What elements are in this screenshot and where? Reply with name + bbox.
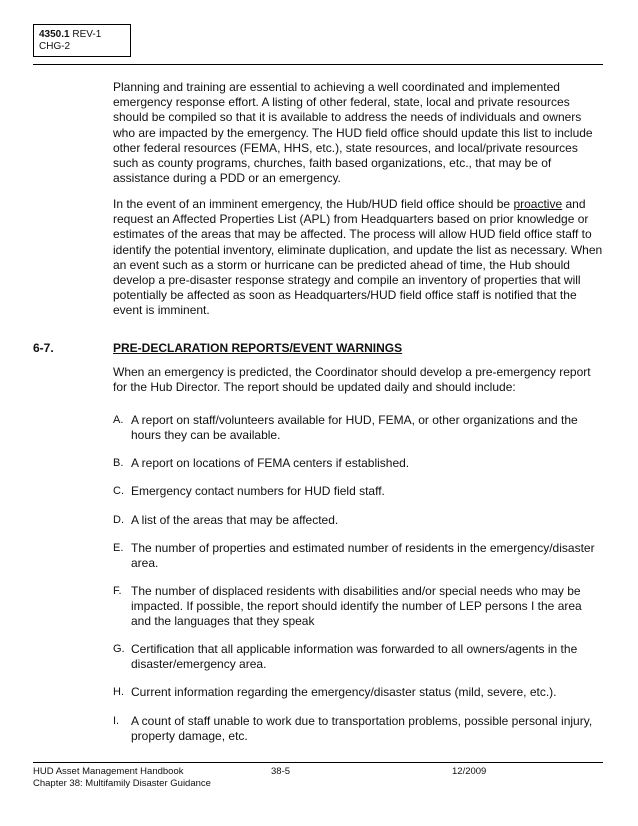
list-item-text: The number of displaced residents with disabilities and/or special needs who may be impacted. If possible, the report should identify the number of LEP persons I the area and the languages that they speak	[131, 584, 582, 629]
revision-label: REV-1	[69, 29, 102, 40]
list-item-b	[113, 456, 605, 471]
section-number: 6-7.	[33, 341, 54, 355]
section-intro: When an emergency is predicted, the Coordinator should develop a pre-emergency report for the Hub Director. The report should be updated daily and should include:	[113, 365, 591, 395]
list-item-text: Certification that all applicable information was forwarded to all owners/agents in the disaster/emergency area.	[131, 642, 578, 672]
list-item-f	[113, 584, 605, 630]
list-item-e	[113, 541, 605, 571]
intro-paragraph-1: Planning and training are essential to achieving a well coordinated and implemented emergency response effort. A listing of other federal, state, local and private resources should be compiled so that it is available to address the needs of individuals and owners who are impacted by the emergency. The HUD field office should update this list to include other federal resources (FEMA, HHS, etc.), state resources, and local/private resources such as county programs, churches, faith based organizations, etc., that may be of assistance during a PDD or an emergency.	[113, 80, 593, 186]
list-item-text: The number of properties and estimated number of residents in the emergency/disaster area.	[131, 541, 595, 571]
list-item-text: Emergency contact numbers for HUD field staff.	[131, 484, 385, 498]
list-item-text: A count of staff unable to work due to transportation problems, possible personal injury, property damage, etc.	[131, 714, 593, 744]
list-item-a	[113, 413, 605, 443]
list-item-text: Current information regarding the emergency/disaster status (mild, severe, etc.).	[131, 685, 557, 699]
document-number-line	[39, 29, 130, 41]
list-letter: B.	[113, 457, 124, 469]
list-item-d	[113, 513, 605, 528]
section-title: PRE-DECLARATION REPORTS/EVENT WARNINGS	[113, 341, 403, 355]
list-item-h	[113, 685, 605, 700]
list-item-g	[113, 642, 605, 672]
footer-chapter: Chapter 38: Multifamily Disaster Guidance	[33, 778, 211, 789]
footer-rule	[33, 762, 603, 763]
list-item-text: A report on staff/volunteers available for HUD, FEMA, or other organizations and the hours they can be available.	[131, 413, 578, 443]
list-letter: H.	[113, 686, 124, 698]
footer-page-number: 38-5	[271, 766, 291, 777]
footer-date: 12/2009	[452, 766, 487, 777]
document-id-box	[33, 24, 131, 57]
list-letter: I.	[113, 715, 120, 727]
intro-paragraph-2-start: In the event of an imminent emergency, the Hub/HUD field office should be	[113, 197, 514, 211]
list-letter: C.	[113, 485, 124, 497]
list-item-i	[113, 714, 605, 744]
list-letter: G.	[113, 643, 125, 655]
intro-paragraph-2	[113, 197, 605, 319]
list-letter: A.	[113, 414, 124, 426]
proactive-emphasis: proactive	[513, 197, 563, 211]
list-item-text: A report on locations of FEMA centers if established.	[131, 456, 410, 470]
list-letter: E.	[113, 542, 124, 554]
list-item-c	[113, 484, 605, 499]
header-rule	[33, 64, 603, 65]
document-number: 4350.1	[39, 29, 70, 40]
list-letter: D.	[113, 514, 124, 526]
footer-handbook: HUD Asset Management Handbook	[33, 766, 184, 777]
change-label: CHG-2	[39, 41, 71, 52]
list-item-text: A list of the areas that may be affected.	[131, 513, 339, 527]
intro-paragraph-2-end: and request an Affected Properties List (APL) from Headquarters based on prior knowledge or estimates of the areas that may be affected. The process will allow HUD field office staff to identify the potential inventory, eliminate duplication, and update the list as necessary. When an event such as a storm or hurricane can be predicted ahead of time, the Hub should develop a pre-disaster response strategy and compile an inventory of properties that will potentially be affected as soon as Headquarters/HUD field office staff is notified that the event is imminent.	[113, 197, 603, 318]
list-letter: F.	[113, 585, 122, 597]
